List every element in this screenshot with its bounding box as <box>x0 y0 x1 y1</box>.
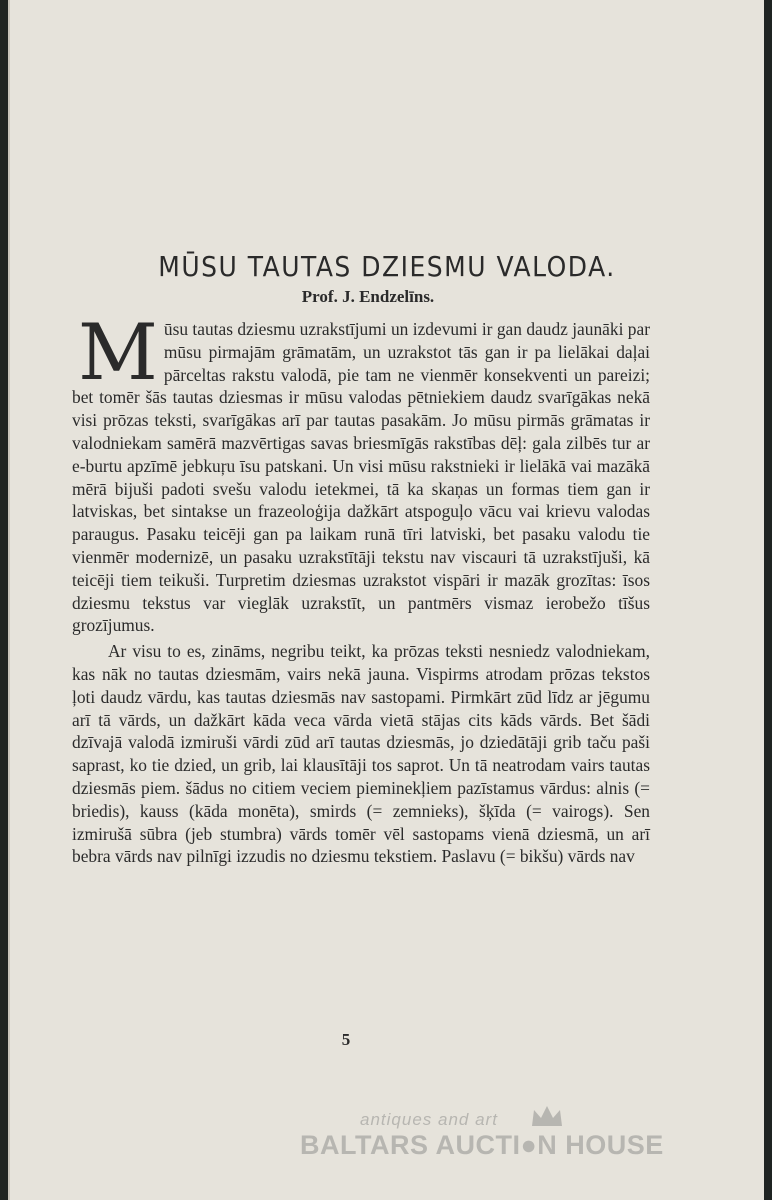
article-body <box>72 308 650 868</box>
book-page <box>8 0 764 1200</box>
article-author: Prof. J. Endzelīns. <box>301 287 435 306</box>
paragraph-2: Ar visu to es, zināms, negribu teikt, ka prōzas teksti nesniedz valodniekam, kas nāk no tautas dziesmām, vairs nekā jauna. Vispirms atrodam prōzas tekstos ļoti daudz vārdu, kas tautas dziesmās nav sastopami. Pirmkārt zūd līdz ar jēgumu arī tā vārds, un dažkārt kāda veca vārda vietā stājas cits kāds vārds. Bet šādi dzīvajā valodā izmiruši vārdi zūd arī tautas dziesmās, jo dziedātāji grib taču paši saprast, ko tie dzied, un grib, lai klausītāji tos saprot. Un tā neatrodam vairs tautas dziesmās piem. šādus no citiem veciem pieminekļiem pazīstamus vārdus: alnis (= briedis), kauss (kāda monēta), smirds (= zemnieks), šķīda (= vairogs). Sen izmirušā sūbra (jeb stumbra) vārds tomēr vēl sastopams vienā dziesmā, un arī bebra vārds nav pilnīgi izzudis no dziesmu tekstiem. Paslavu (= bikšu) vārds nav <box>72 641 650 867</box>
article-title: MŪSU TAUTAS DZIESMU VALODA. <box>158 250 616 283</box>
watermark-tagline: antiques and art <box>360 1110 498 1129</box>
page-number: 5 <box>341 1030 351 1049</box>
watermark <box>300 1110 700 1170</box>
paragraph-1-text: ūsu tautas dziesmu uzrakstījumi un izdevumi ir gan daudz jaunāki par mūsu pirmajām grāmatām, un uzrakstot tās gan ir pa lielākai daļai pārceltas rakstu valodā, pie tam ne vienmēr konsekventi un pareizi; bet tomēr šās tautas dziesmas ir mūsu valodas pētniekiem daudz svarīgākas nekā visi prōzas teksti, svarīgākas arī par tautas pasakām. Jo mūsu pirmās grāmatas ir valodniekam samērā mazvērtigas savas briesmīgās rakstības dēļ: gala zilbēs tur ar e-burtu apzīmē jebkuŗu īsu patskani. Un visi mūsu rakstnieki ir lielākā vai mazākā mērā bijuši padoti svešu valodu ietekmei, tā ka skaņas un formas tiem gan ir latviskas, bet sintakse un frazeoloģija dažkārt atspoguļo vācu vai krievu valodas paraugus. Pasaku teicēji gan pa laikam runā tīri latviski, bet pasaku valodu tie vienmēr modernizē, un pasaku uzrakstītāji tekstu nav viscauri tā uzrakstījuši, kā teicēji tiem teikuši. Turpretim dziesmas uzrakstot vispāri ir mazāk grozītas: īsos dziesmu tekstus var vieglāk uzrakstīt, un pantmērs vismaz ierobežo tīšus grozījumus. <box>72 319 650 636</box>
drop-cap: M <box>78 308 158 398</box>
paragraph-1 <box>72 308 650 637</box>
crown-icon <box>530 1104 564 1128</box>
watermark-brand: BALTARS AUCTI●N HOUSE <box>300 1130 664 1160</box>
